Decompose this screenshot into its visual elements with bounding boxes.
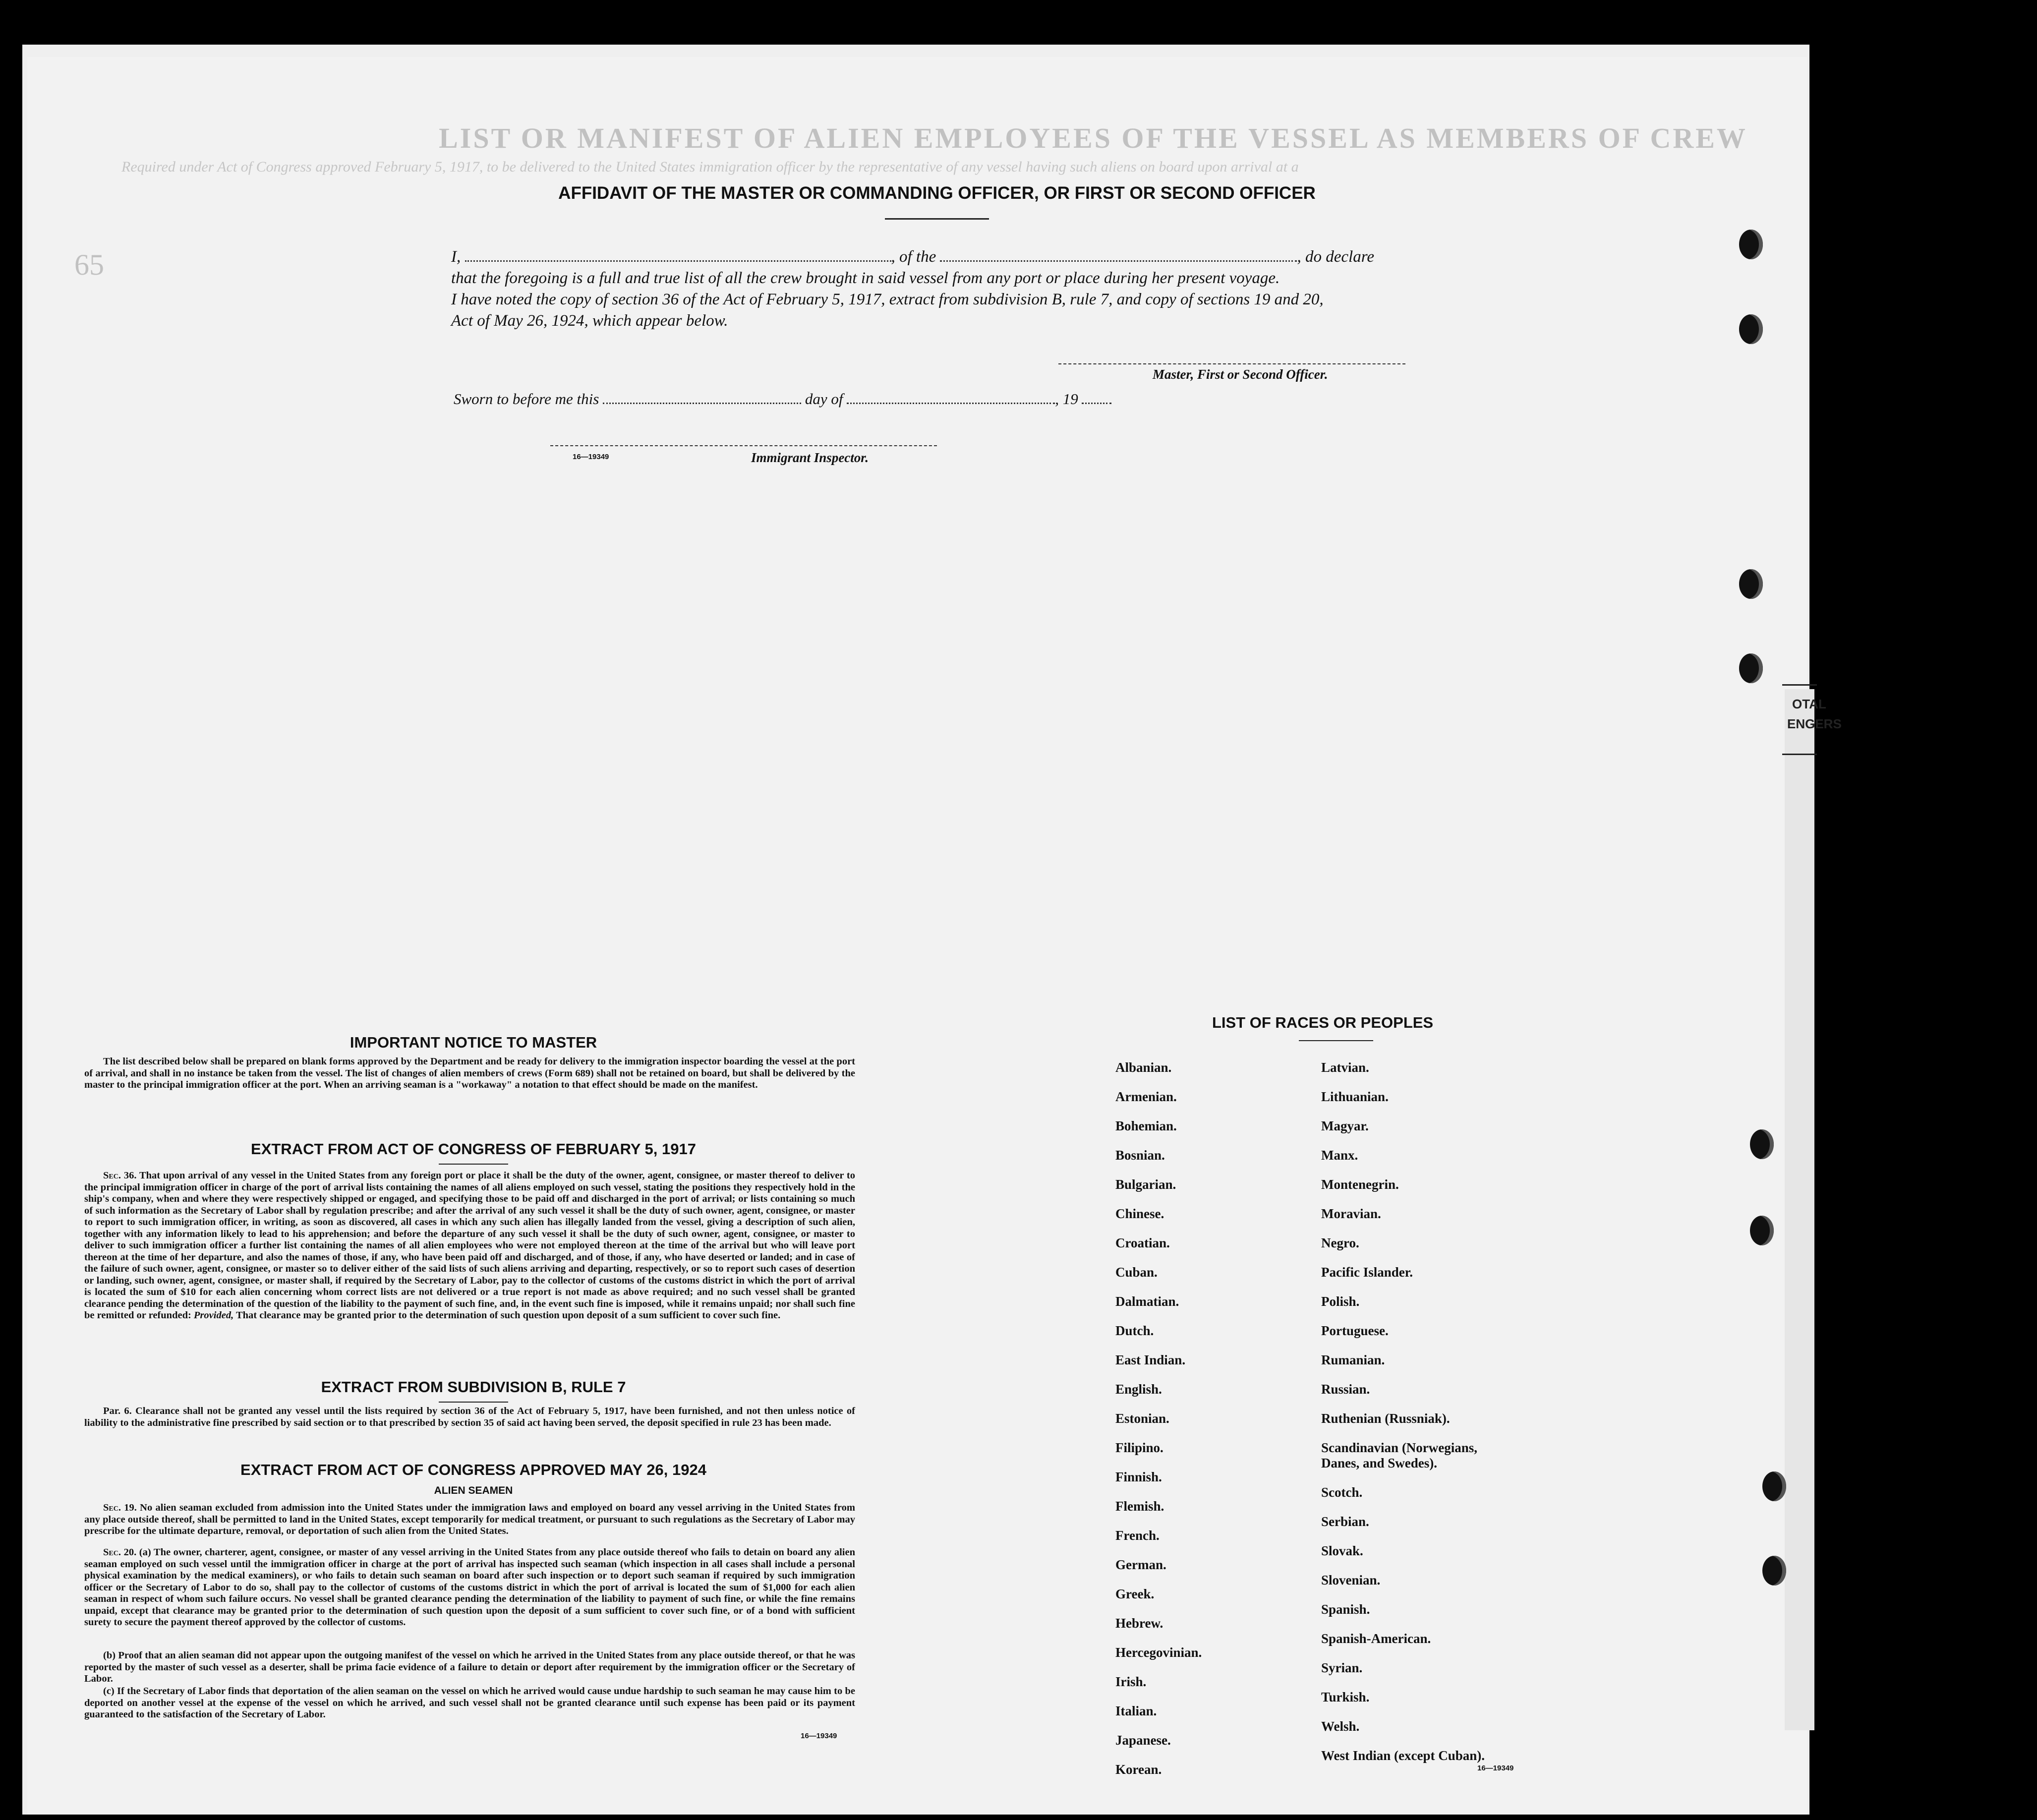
race-item: Italian. — [1115, 1703, 1157, 1718]
punch-hole — [1750, 1129, 1774, 1159]
sec-20a-text: Sec. 20. (a) The owner, charterer, agent, consignee, or master of any vessel arriving in the United States from any place outside thereof who fails to detain on board any alien seaman employed on such vessel until the immigration officer in charge at the port of arrival has inspected such seaman (which inspection in all cases shall include a personal physical examination by the medical examiners), or who fails to detain such seaman on board after such inspection or to deport such seaman if required by such immigration officer or the Secretary of Labor to do so, shall pay to the collector of customs of the customs district in which the port of arrival is located the sum of $1,000 for each alien seaman in respect of whom such failure occurs. No vessel shall be granted clearance pending the determination of the liability to payment of such fine, or while the fine remains unpaid, except that clearance may be granted prior to the determination of such question upon the deposit of a sum sufficient to cover such fine, or of a bond with sufficient surety to secure the payment thereof approved by the collector of customs. — [84, 1547, 855, 1628]
race-item: Moravian. — [1321, 1206, 1381, 1221]
race-item: Turkish. — [1321, 1690, 1370, 1704]
race-item: Japanese. — [1115, 1733, 1171, 1748]
extract-1917-title: EXTRACT FROM ACT OF CONGRESS OF FEBRUARY 5, 1917 — [251, 1140, 696, 1158]
race-item: Lithuanian. — [1321, 1089, 1389, 1104]
affidavit-form-number: 16—19349 — [573, 453, 609, 461]
races-form-number: 16—19349 — [1477, 1764, 1514, 1772]
race-item: Flemish. — [1115, 1499, 1164, 1514]
affidavit-line-2: that the foregoing is a full and true list of all the crew brought in said vessel from any port or place during her present voyage. — [451, 269, 1280, 287]
race-item: Montenegrin. — [1321, 1177, 1399, 1192]
punch-hole — [1750, 1216, 1774, 1245]
race-item: Chinese. — [1115, 1206, 1164, 1221]
affidavit-title-rule — [885, 218, 989, 220]
name-blank[interactable] — [465, 251, 891, 262]
race-item: Negro. — [1321, 1235, 1359, 1250]
extract-form-number: 16—19349 — [801, 1732, 837, 1740]
punch-hole — [1762, 1556, 1786, 1585]
punch-hole — [1739, 230, 1763, 259]
race-item: Hebrew. — [1115, 1616, 1164, 1631]
notice-text: The list described below shall be prepared on blank forms approved by the Department and be ready for delivery to the immigration inspector boarding the vessel at the port of arrival, and shall in no instance be taken from the vessel. The list of changes of alien members of crews (Form 689) shall not be retained on board, but shall be delivered by the master to the principal immigration officer at the port. When an arriving seaman is a "workaway" a notation to that effect should be made on the manifest. — [84, 1056, 855, 1090]
side-tab-top-rule — [1782, 684, 1817, 686]
race-item: English. — [1115, 1382, 1162, 1397]
race-item: Bohemian. — [1115, 1118, 1177, 1133]
race-item: Bulgarian. — [1115, 1177, 1176, 1192]
notice-title: IMPORTANT NOTICE TO MASTER — [349, 1034, 597, 1051]
race-item: Slovenian. — [1321, 1573, 1381, 1587]
race-item: Welsh. — [1321, 1719, 1360, 1734]
race-item: Polish. — [1321, 1294, 1360, 1309]
sec-20b-text: (b) Proof that an alien seaman did not appear upon the outgoing manifest of the vessel on which he arrived in the United States from any place outside thereof, or that he was reported by the master of such vessel as a deserter, shall be prima facie evidence of a failure to detain or deport after requirement by the immigration officer or the Secretary of Labor. — [84, 1650, 855, 1684]
race-item: Rumanian. — [1321, 1352, 1385, 1367]
race-item: Dalmatian. — [1115, 1294, 1179, 1309]
race-item: Scandinavian (Norwegians, — [1321, 1440, 1478, 1455]
race-item: Greek. — [1115, 1586, 1155, 1601]
vessel-blank[interactable] — [940, 251, 1297, 262]
punch-hole — [1739, 569, 1763, 599]
race-item: Spanish-American. — [1321, 1631, 1431, 1646]
affidavit-line-3: I have noted the copy of section 36 of the Act of February 5, 1917, extract from subdivision B, rule 7, and copy of sections 19 and 20, — [451, 291, 1324, 308]
affidavit-line-1: I, , of the , do declare — [451, 248, 1374, 266]
race-item: Filipino. — [1115, 1440, 1164, 1455]
race-item: Pacific Islander. — [1321, 1265, 1413, 1280]
race-item: Latvian. — [1321, 1060, 1369, 1075]
punch-hole — [1739, 314, 1763, 344]
sworn-year-blank[interactable] — [1082, 394, 1111, 404]
race-item: German. — [1115, 1557, 1166, 1572]
races-title-rule — [1299, 1040, 1373, 1041]
sec-19-text: Sec. 19. No alien seaman excluded from admission into the United States under the immigration laws and employed on board any vessel arriving in the United States from any place outside thereof, shall be permitted to land in the United States, except temporarily for medical treatment, or pursuant to such regulations as the Secretary of Labor may prescribe for the ultimate departure, removal, or deportation of such alien from the United States. — [84, 1502, 855, 1536]
bleed-through-subtitle: Required under Act of Congress approved February 5, 1917, to be delivered to the United States immigration officer by the representative of any vessel having such aliens on board upon arrival at a — [121, 159, 1299, 175]
race-item: Slovak. — [1321, 1543, 1363, 1558]
affidavit-line-4: Act of May 26, 1924, which appear below. — [451, 312, 728, 330]
race-item: Scotch. — [1321, 1485, 1363, 1500]
side-tab-rule — [1782, 754, 1817, 755]
master-signature-line[interactable] — [1058, 363, 1405, 364]
race-item: Portuguese. — [1321, 1323, 1389, 1338]
race-item: Korean. — [1115, 1762, 1162, 1777]
race-item: French. — [1115, 1528, 1160, 1543]
race-item: Danes, and Swedes). — [1321, 1456, 1438, 1470]
race-item: Magyar. — [1321, 1118, 1369, 1133]
race-item: Manx. — [1321, 1148, 1358, 1163]
race-item: Croatian. — [1115, 1235, 1170, 1250]
race-item: Hercegovinian. — [1115, 1645, 1202, 1660]
race-item: Serbian. — [1321, 1514, 1369, 1529]
race-item: Estonian. — [1115, 1411, 1169, 1426]
master-signature-label: Master, First or Second Officer. — [1153, 367, 1328, 382]
sworn-month-blank[interactable] — [847, 394, 1055, 404]
sworn-line: Sworn to before me this day of , 19 — [454, 390, 1111, 408]
race-item: Armenian. — [1115, 1089, 1177, 1104]
race-item: Russian. — [1321, 1382, 1370, 1397]
race-item: Spanish. — [1321, 1602, 1370, 1617]
punch-hole — [1739, 653, 1763, 683]
side-tab-label-1: OTAL — [1792, 697, 1826, 711]
bleed-through-page-number: 65 — [74, 248, 104, 281]
race-item: Irish. — [1115, 1674, 1147, 1689]
form-page — [27, 57, 1807, 1815]
side-tab — [1785, 689, 1814, 1730]
bleed-through-title: LIST OR MANIFEST OF ALIEN EMPLOYEES OF THE VESSEL AS MEMBERS OF CREW — [439, 122, 1747, 154]
race-item: Cuban. — [1115, 1265, 1158, 1280]
side-tab-label-2: ENGERS — [1787, 716, 1842, 731]
inspector-signature-label: Immigrant Inspector. — [751, 450, 869, 465]
race-item: Finnish. — [1115, 1469, 1162, 1484]
extract-1917-rule — [439, 1164, 508, 1165]
race-item: East Indian. — [1115, 1352, 1186, 1367]
inspector-signature-line[interactable] — [550, 445, 937, 446]
sec-20c-text: (c) If the Secretary of Labor finds that deportation of the alien seaman on the vessel on which he arrived would cause undue hardship to such seaman he may cause him to be deported on another vessel at the expense of the vessel on which he arrived, and such vessel shall not be granted clearance until such expense has been paid or its payment guaranteed to the satisfaction of the Secretary of Labor. — [84, 1686, 855, 1720]
race-item: Syrian. — [1321, 1660, 1363, 1675]
races-title: LIST OF RACES OR PEOPLES — [1212, 1014, 1434, 1031]
race-item: Albanian. — [1115, 1060, 1172, 1075]
punch-hole — [1762, 1471, 1786, 1501]
race-item: Dutch. — [1115, 1323, 1154, 1338]
extract-rule7-title: EXTRACT FROM SUBDIVISION B, RULE 7 — [321, 1378, 626, 1396]
alien-seamen-heading: ALIEN SEAMEN — [434, 1485, 513, 1496]
extract-rule7-rule — [439, 1402, 508, 1403]
race-item: Bosnian. — [1115, 1148, 1165, 1163]
affidavit-title: AFFIDAVIT OF THE MASTER OR COMMANDING OFFICER, OR FIRST OR SECOND OFFICER — [558, 183, 1316, 203]
sworn-day-blank[interactable] — [603, 394, 801, 404]
race-item: West Indian (except Cuban). — [1321, 1748, 1485, 1763]
rule-7-text: Par. 6. Clearance shall not be granted any vessel until the lists required by section 36 of the Act of February 5, 1917, have been furnished, and not then unless notice of liability to the administrative fine prescribed by said section or to that prescribed by section 35 of said act having been served, the deposit specified in rule 23 has been made. — [84, 1406, 855, 1428]
extract-1924-title: EXTRACT FROM ACT OF CONGRESS APPROVED MAY 26, 1924 — [240, 1461, 706, 1478]
sec-36-text: Sec. 36. That upon arrival of any vessel in the United States from any foreign port or place it shall be the duty of the owner, agent, consignee, or master thereof to deliver to the principal immigration officer in charge of the port of arrival lists containing the names of all aliens employed on such vessel, stating the positions they respectively hold in the ship's company, when and where they were respectively shipped or engaged, and specifying those to be paid off and discharged in the port of arrival; or lists containing so much of such information as the Secretary of Labor shall by regulation prescribe; and after the arrival of any such vessel it shall be the duty of such owner, agent, consignee, or master to report to such immigration officer, in writing, as soon as discovered, all cases in which any such alien has illegally landed from the vessel, giving a description of such alien, together with any information likely to lead to his apprehension; and before the departure of any such vessel it shall be the duty of such owner, agent, consignee, or master to deliver to such immigration officer a further list containing the names of all alien employees who were not employed thereon at the time of the arrival but who will leave port thereon at the time of her departure, and also the names of those, if any, who have been paid off and discharged, and of those, if any, who have deserted or landed; and in case of the failure of such owner, agent, consignee, or master so to deliver either of the said lists of such aliens arriving and departing, respectively, or so to report such cases of desertion or landing, such owner, agent, consignee, or master shall, if required by the Secretary of Labor, pay to the collector of customs of the customs district in which the port of arrival is located the sum of $10 for each alien concerning whom correct lists are not delivered or a true report is not made as above required; and no such vessel shall be granted clearance pending the determination of the question of the liability to the payment of such fine, and, in the event such fine is imposed, while it remains unpaid; nor shall such fine be remitted or refunded: Provided, That clearance may be granted prior to the determination of such question upon deposit of a sum sufficient to cover such fine. — [84, 1170, 855, 1321]
race-item: Ruthenian (Russniak). — [1321, 1411, 1450, 1426]
